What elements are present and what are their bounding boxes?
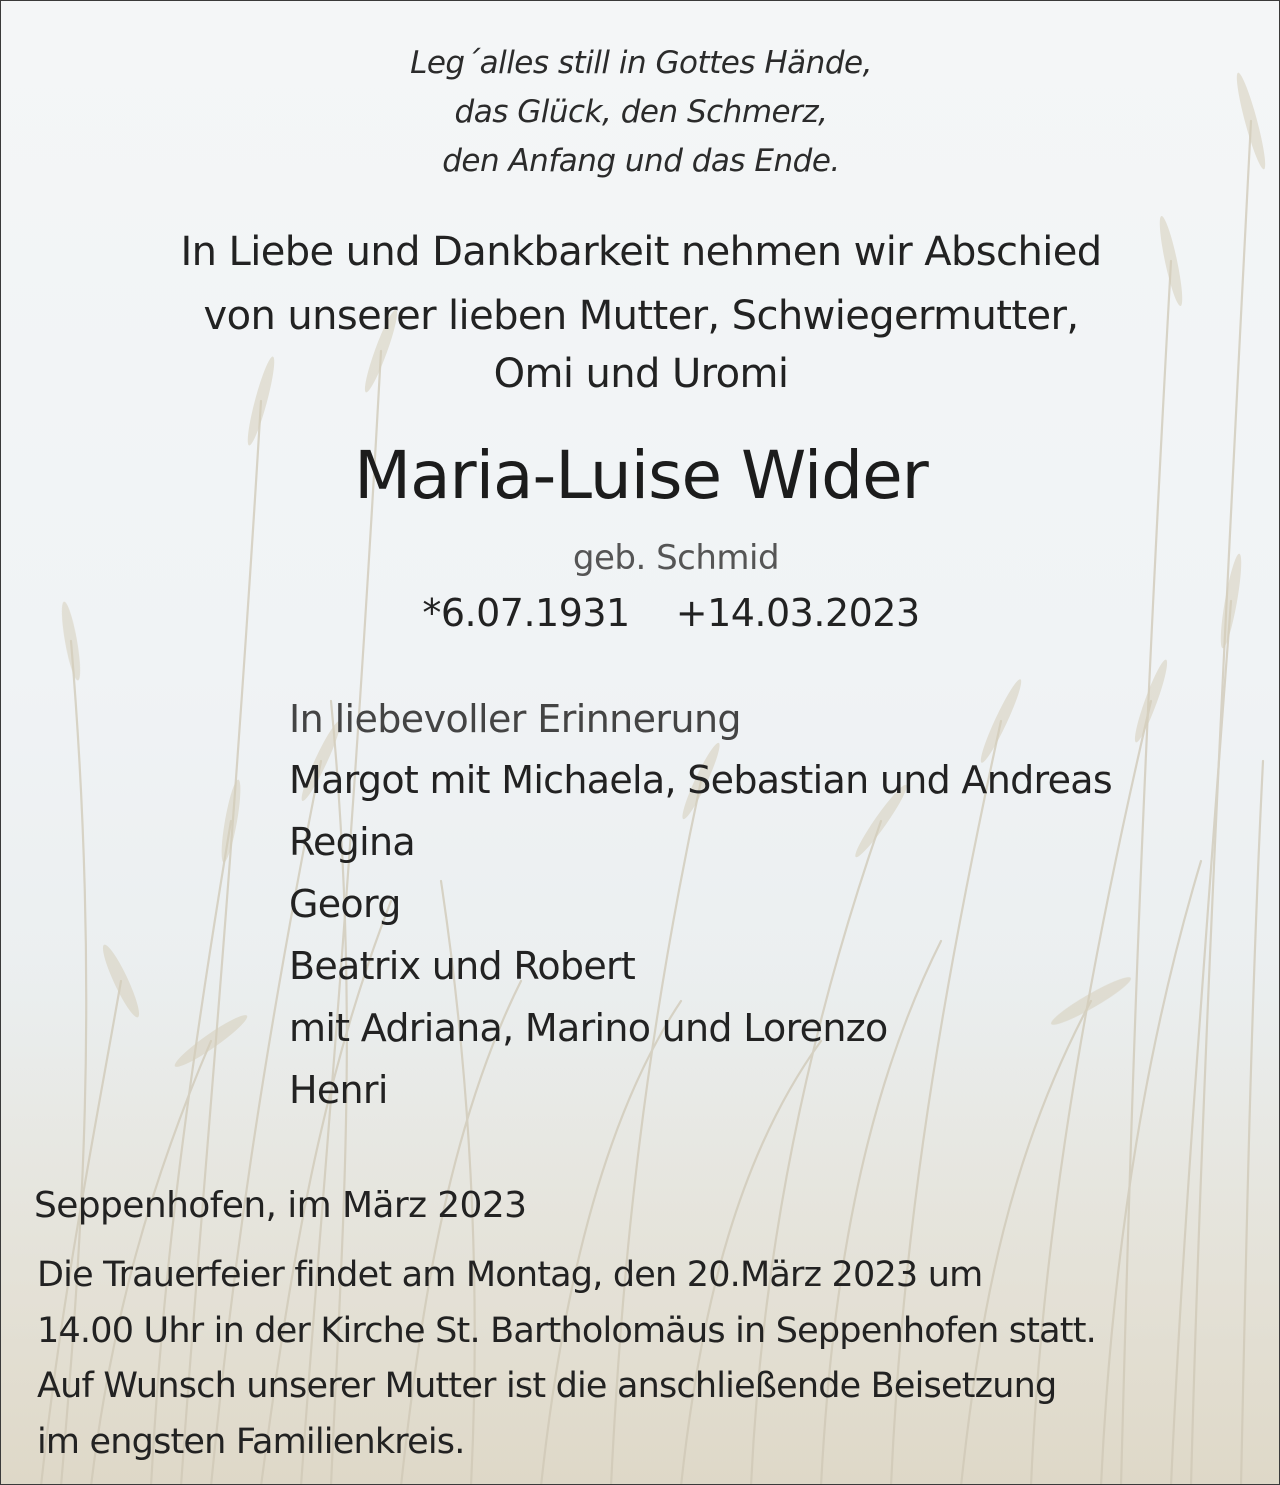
mourner-line: Beatrix und Robert xyxy=(289,944,636,988)
mourner-line: Georg xyxy=(289,882,401,926)
mourner-line: Regina xyxy=(289,820,415,864)
maiden-name: geb. Schmid xyxy=(572,538,780,578)
mourner-line: mit Adriana, Marino und Lorenzo xyxy=(289,1006,888,1050)
intro-line-2: von unserer lieben Mutter, Schwiegermutter, xyxy=(203,293,1079,339)
verse-line-3: den Anfang und das Ende. xyxy=(442,143,840,179)
intro-line-3: Omi und Uromi xyxy=(493,351,789,397)
verse-line-2: das Glück, den Schmerz, xyxy=(454,94,828,130)
death-date: +14.03.2023 xyxy=(675,591,920,635)
funeral-notice-line-2: 14.00 Uhr in der Kirche St. Bartholomäus in Seppenhofen statt. xyxy=(37,1311,1096,1351)
mourners-heading: In liebevoller Erinnerung xyxy=(289,697,741,741)
funeral-notice-line-3: Auf Wunsch unserer Mutter ist die anschließende Beisetzung xyxy=(37,1366,1057,1406)
birth-date: *6.07.1931 xyxy=(422,591,630,635)
life-dates xyxy=(1,591,1280,635)
funeral-notice-line-1: Die Trauerfeier findet am Montag, den 20.März 2023 um xyxy=(37,1255,983,1295)
mourner-line: Henri xyxy=(289,1068,388,1112)
intro-line-1: In Liebe und Dankbarkeit nehmen wir Abschied xyxy=(180,229,1102,275)
mourner-line: Margot mit Michaela, Sebastian und Andreas xyxy=(289,758,1112,802)
verse-line-1: Leg´alles still in Gottes Hände, xyxy=(410,45,872,81)
funeral-notice-line-4: im engsten Familienkreis. xyxy=(37,1422,465,1462)
place-date: Seppenhofen, im März 2023 xyxy=(34,1185,527,1226)
deceased-name: Maria-Luise Wider xyxy=(354,437,928,514)
